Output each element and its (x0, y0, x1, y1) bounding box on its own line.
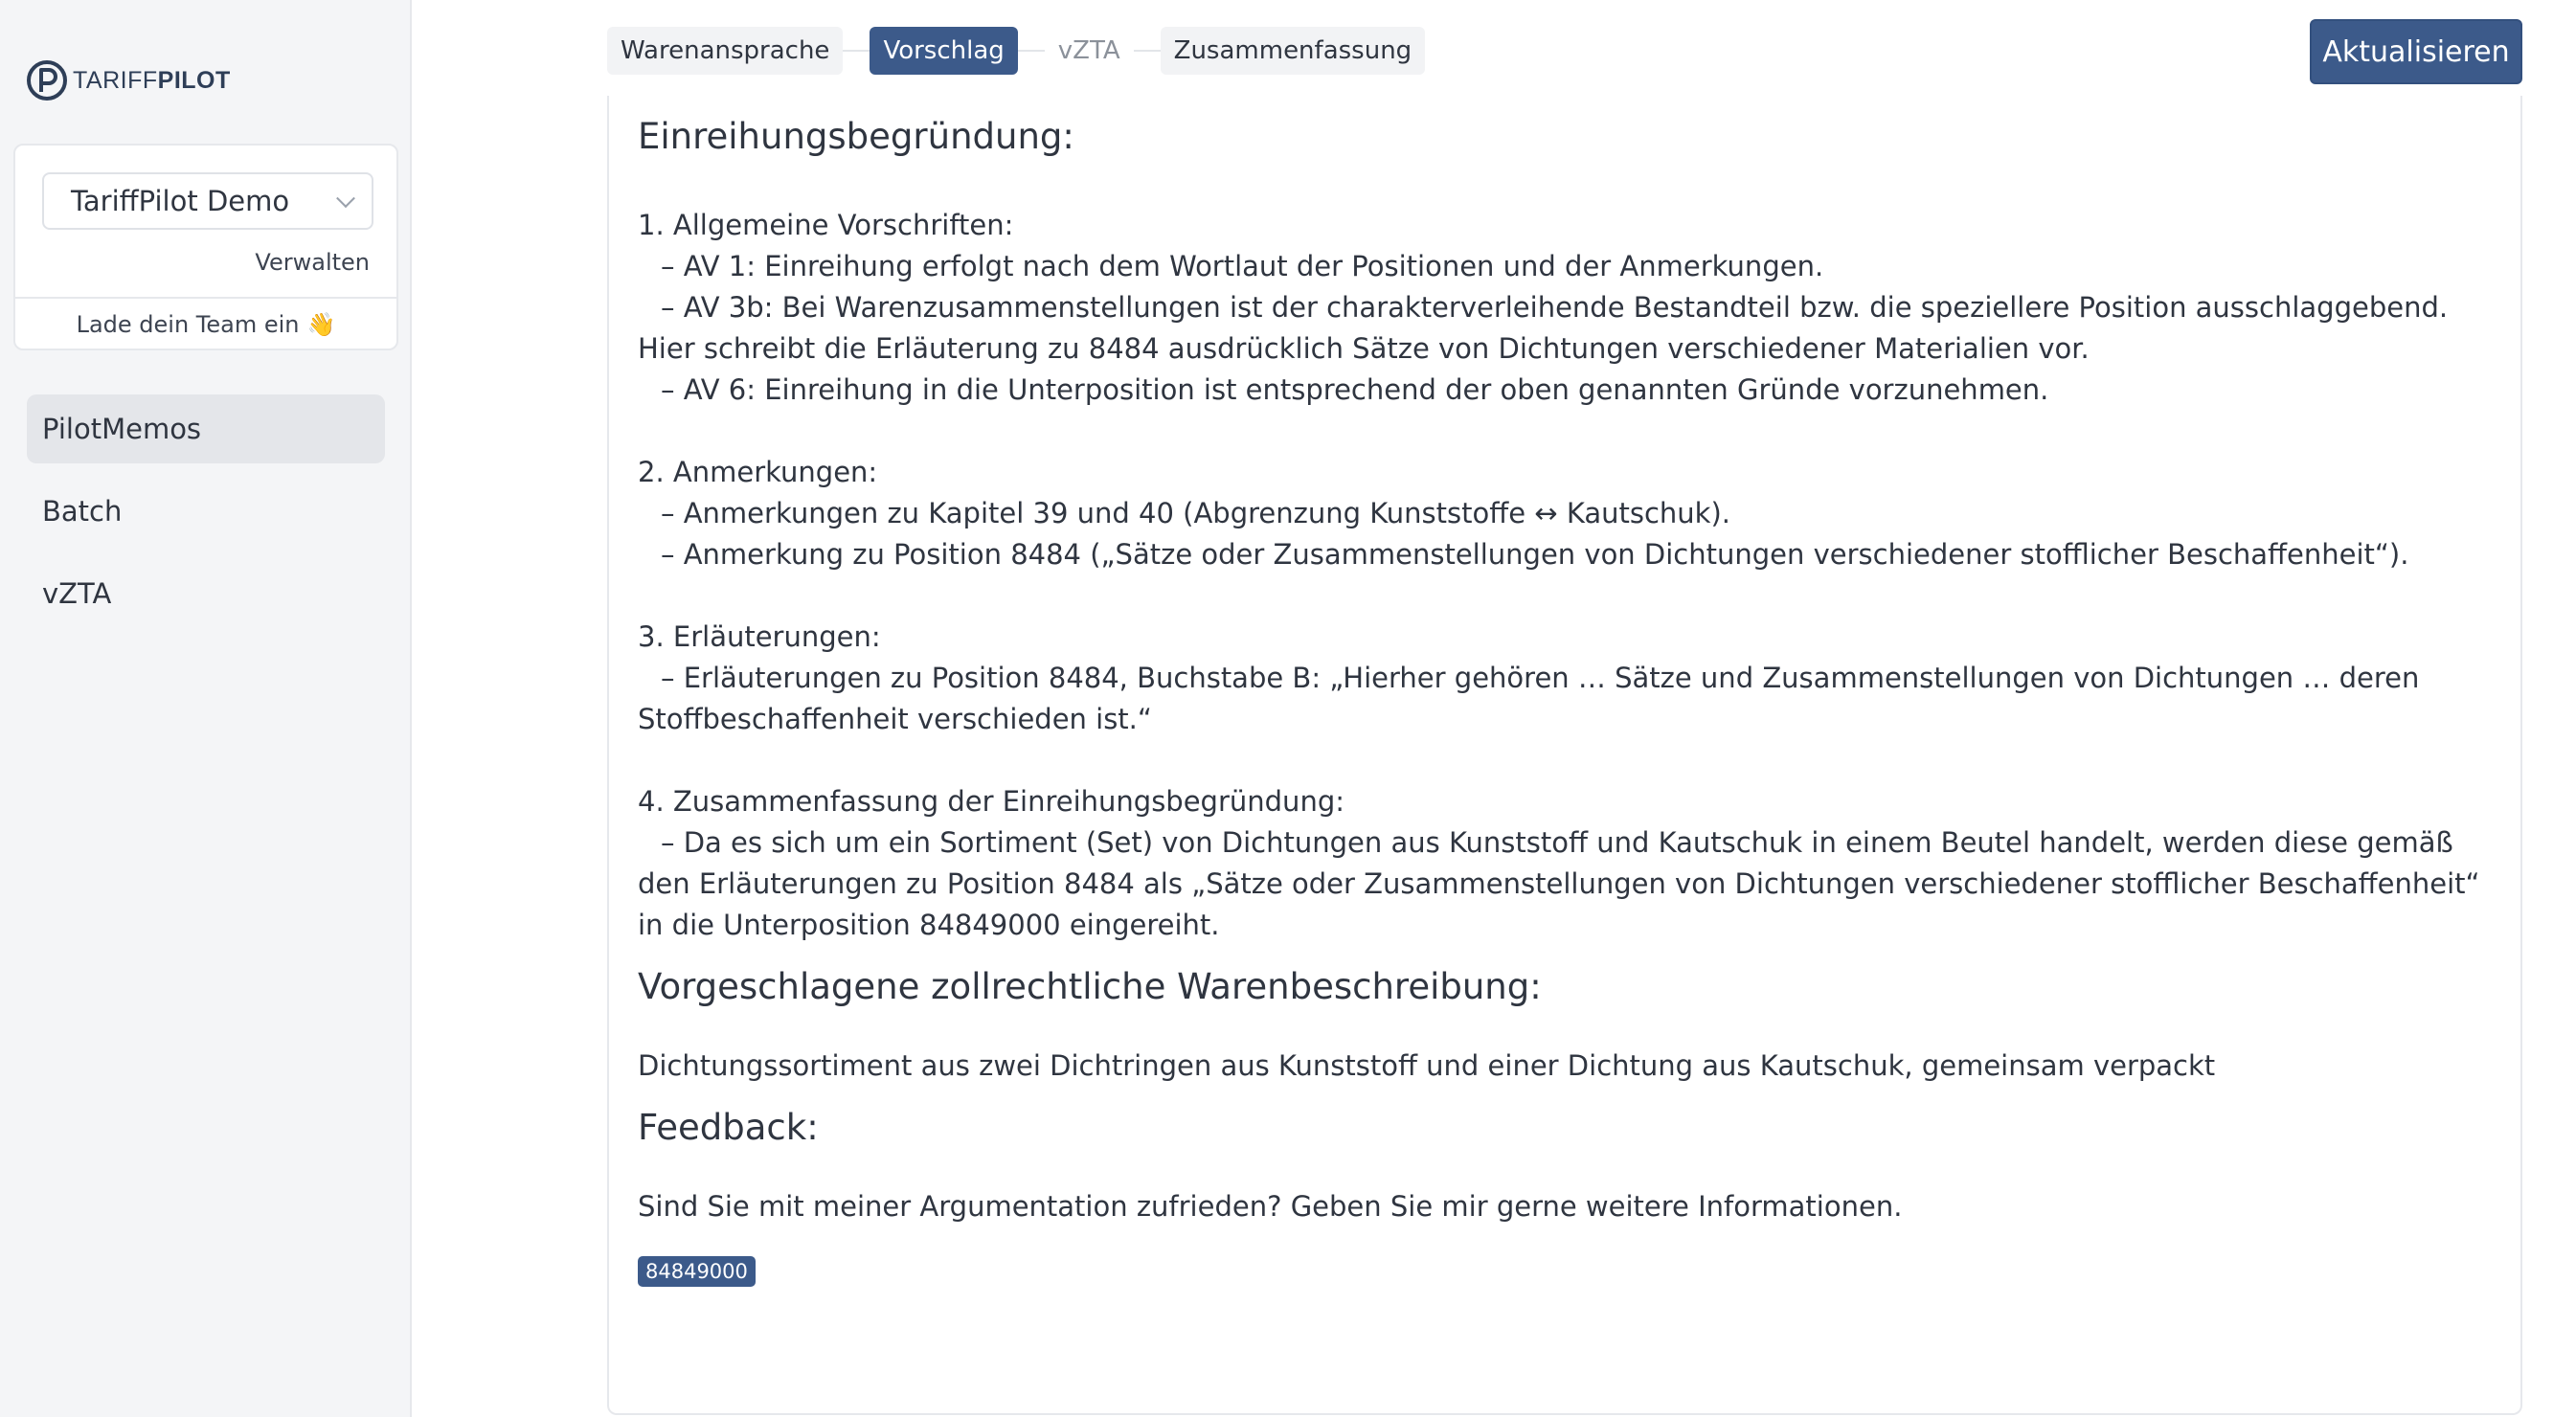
anm-item: – Anmerkung zu Position 8484 („Sätze oder Zusammenstellungen von Dichtungen verschiedener stofflicher Beschaffenheit“). (661, 538, 2409, 571)
section-title-feedback: Feedback: (638, 1107, 819, 1148)
sidebar-item-vzta[interactable]: vZTA (42, 577, 112, 610)
team-select[interactable] (42, 172, 373, 230)
erl-item: – Erläuterungen zu Position 8484, Buchstabe B: „Hierher gehören … Sätze und Zusammenstellungen von Dichtungen … deren Stoffbeschaffenheit verschieden ist.“ (638, 662, 2420, 735)
step-separator (843, 50, 870, 52)
section-title-goods-description: Vorgeschlagene zollrechtliche Warenbeschreibung: (638, 966, 1542, 1007)
anm-item: – Anmerkungen zu Kapitel 39 und 40 (Abgrenzung Kunststoffe ↔ Kautschuk). (661, 497, 1730, 529)
step-separator (1018, 50, 1045, 52)
av-item: – AV 1: Einreihung erfolgt nach dem Wortlaut der Positionen und der Anmerkungen. (661, 250, 1824, 282)
sidebar (0, 0, 412, 1417)
sidebar-nav (27, 394, 385, 641)
tariff-code-badge[interactable]: 84849000 (638, 1256, 756, 1287)
feedback-text: Sind Sie mit meiner Argumentation zufrieden? Geben Sie mir gerne weitere Informationen. (638, 1190, 1903, 1223)
erl-heading: 3. Erläuterungen: (638, 620, 881, 653)
step-vzta: vZTA (1057, 36, 1120, 65)
av-item: – AV 6: Einreihung in die Unterposition ist entsprechend der oben genannten Gründe vorzunehmen. (661, 373, 2049, 406)
waving-hand-icon: 👋 (306, 311, 336, 338)
step-vorschlag[interactable]: Vorschlag (870, 27, 1017, 75)
av-heading: 1. Allgemeine Vorschriften: (638, 209, 1014, 241)
invite-team-button[interactable] (15, 297, 396, 350)
manage-team-link[interactable]: Verwalten (255, 249, 370, 276)
step-navigation (607, 27, 1425, 75)
team-card (13, 144, 398, 350)
section-title-classification-reasoning: Einreihungsbegründung: (638, 116, 1074, 157)
sidebar-item-pilotmemos[interactable]: PilotMemos (27, 394, 385, 463)
step-zusammenfassung[interactable]: Zusammenfassung (1161, 27, 1426, 75)
sidebar-item-batch[interactable]: Batch (42, 495, 123, 528)
step-warenansprache[interactable]: Warenansprache (607, 27, 843, 75)
tariffpilot-logo-icon (27, 60, 67, 101)
team-select-value: TariffPilot Demo (71, 185, 290, 217)
logo-wordmark: TARIFFPILOT (73, 66, 231, 94)
invite-team-label: Lade dein Team ein (76, 311, 300, 338)
goods-description: Dichtungssortiment aus zwei Dichtringen aus Kunststoff und einer Dichtung aus Kautschuk, gemeinsam verpackt (638, 1049, 2216, 1082)
proposal-content (607, 96, 2522, 1415)
update-button[interactable]: Aktualisieren (2310, 19, 2522, 84)
summary-item: – Da es sich um ein Sortiment (Set) von Dichtungen aus Kunststoff und Kautschuk in einem Beutel handelt, werden diese gemäß den Erläuterungen zu Position 8484 als „Sätze oder Zusammenstellungen von Dichtungen verschiedener stofflicher Beschaffenheit“ in die Unterposition 84849000 eingereiht. (638, 826, 2480, 941)
anm-heading: 2. Anmerkungen: (638, 456, 878, 488)
summary-heading: 4. Zusammenfassung der Einreihungsbegründung: (638, 785, 1344, 818)
step-separator (1134, 50, 1161, 52)
chevron-down-icon (336, 189, 355, 208)
av-item: – AV 3b: Bei Warenzusammenstellungen ist der charakterverleihende Bestandteil bzw. die speziellere Position ausschlaggebend. Hier schreibt die Erläuterung zu 8484 ausdrücklich Sätze von Dichtungen verschiedener Materialien vor. (638, 291, 2449, 365)
tariffpilot-logo[interactable] (27, 59, 231, 101)
